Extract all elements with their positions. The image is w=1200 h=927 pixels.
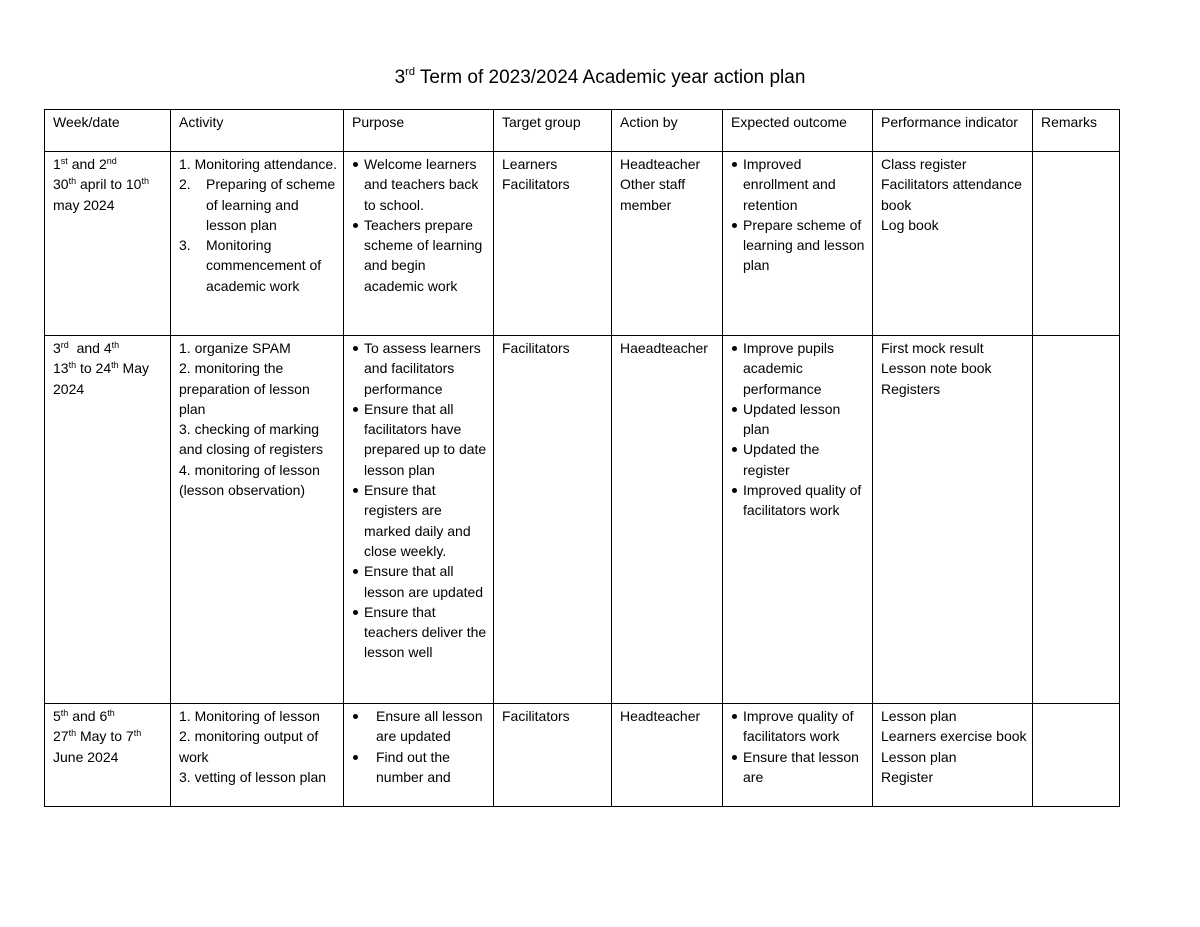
- list-item: Ensure all lesson are updated: [352, 706, 489, 747]
- remarks-cell: [1033, 704, 1120, 807]
- activity-cell: [171, 704, 344, 807]
- expected-outcome-cell: [723, 704, 873, 807]
- week-date-cell: 1st and 2nd 30th april to 10th may 2024: [45, 152, 171, 336]
- list-item: Prepare scheme of learning and lesson plan: [731, 215, 868, 276]
- header-target-group: Target group: [494, 110, 612, 152]
- week-date-cell: 5th and 6th 27th May to 7th June 2024: [45, 704, 171, 807]
- list-item: Updated lesson plan: [731, 399, 868, 440]
- list-item: 2. Preparing of scheme of learning and lesson plan: [179, 176, 336, 233]
- list-item: Ensure that all lesson are updated: [352, 561, 489, 602]
- list-item: 1. organize SPAM: [179, 340, 291, 356]
- header-performance-indicator: Performance indicator: [873, 110, 1033, 152]
- header-week-date: Week/date: [45, 110, 171, 152]
- header-remarks: Remarks: [1033, 110, 1120, 152]
- list-item: Improve pupils academic performance: [731, 338, 868, 399]
- list-item: Updated the register: [731, 439, 868, 480]
- list-item: Ensure that teachers deliver the lesson well: [352, 602, 489, 663]
- document-title: 3rd Term of 2023/2024 Academic year action plan: [394, 66, 806, 88]
- list-item: 1. Monitoring attendance.: [179, 156, 338, 172]
- list-item: Find out the number and: [352, 747, 489, 788]
- header-purpose: Purpose: [344, 110, 494, 152]
- list-item: Teachers prepare scheme of learning and begin academic work: [352, 215, 489, 296]
- activity-cell: [171, 336, 344, 704]
- list-item: To assess learners and facilitators performance: [352, 338, 489, 399]
- remarks-cell: [1033, 152, 1120, 336]
- table-row: [45, 336, 1120, 704]
- target-group-cell: Facilitators: [494, 704, 612, 807]
- action-by-cell: Haeadteacher: [612, 336, 723, 704]
- list-item: Ensure that registers are marked daily and close weekly.: [352, 480, 489, 561]
- list-item: Welcome learners and teachers back to school.: [352, 154, 489, 215]
- list-item: 3. vetting of lesson plan: [179, 768, 327, 785]
- expected-outcome-cell: [723, 152, 873, 336]
- list-item: 4. monitoring of lesson (lesson observation): [179, 461, 320, 499]
- table-row: [45, 152, 1120, 336]
- purpose-cell: [344, 336, 494, 704]
- action-by-cell: Headteacher Other staff member: [612, 152, 723, 336]
- list-item: 2. monitoring output of work: [179, 728, 319, 765]
- performance-indicator-cell: Lesson plan Learners exercise book Lesson plan Register: [873, 704, 1033, 807]
- purpose-cell: [344, 152, 494, 336]
- purpose-cell: [344, 704, 494, 807]
- list-item: 1. Monitoring of lesson: [179, 708, 320, 724]
- list-item: 2. monitoring the preparation of lesson plan: [179, 360, 310, 417]
- activity-cell: [171, 152, 344, 336]
- list-item: Ensure that lesson are: [731, 747, 868, 788]
- list-item: Improved enrollment and retention: [731, 154, 868, 215]
- action-plan-table: [44, 109, 1120, 807]
- list-item: 3. checking of marking and closing of registers: [179, 421, 323, 458]
- target-group-cell: Facilitators: [494, 336, 612, 704]
- action-by-cell: Headteacher: [612, 704, 723, 807]
- performance-indicator-cell: First mock result Lesson note book Registers: [873, 336, 1033, 704]
- list-item: 3. Monitoring commencement of academic work: [179, 237, 322, 294]
- table-row: [45, 704, 1120, 807]
- list-item: Improved quality of facilitators work: [731, 480, 868, 521]
- expected-outcome-cell: [723, 336, 873, 704]
- week-date-cell: 3rd and 4th 13th to 24th May 2024: [45, 336, 171, 704]
- remarks-cell: [1033, 336, 1120, 704]
- header-action-by: Action by: [612, 110, 723, 152]
- target-group-cell: Learners Facilitators: [494, 152, 612, 336]
- header-expected-outcome: Expected outcome: [723, 110, 873, 152]
- performance-indicator-cell: Class register Facilitators attendance book Log book: [873, 152, 1033, 336]
- table-header-row: [45, 110, 1120, 152]
- header-activity: Activity: [171, 110, 344, 152]
- list-item: Improve quality of facilitators work: [731, 706, 868, 747]
- list-item: Ensure that all facilitators have prepared up to date lesson plan: [352, 399, 489, 480]
